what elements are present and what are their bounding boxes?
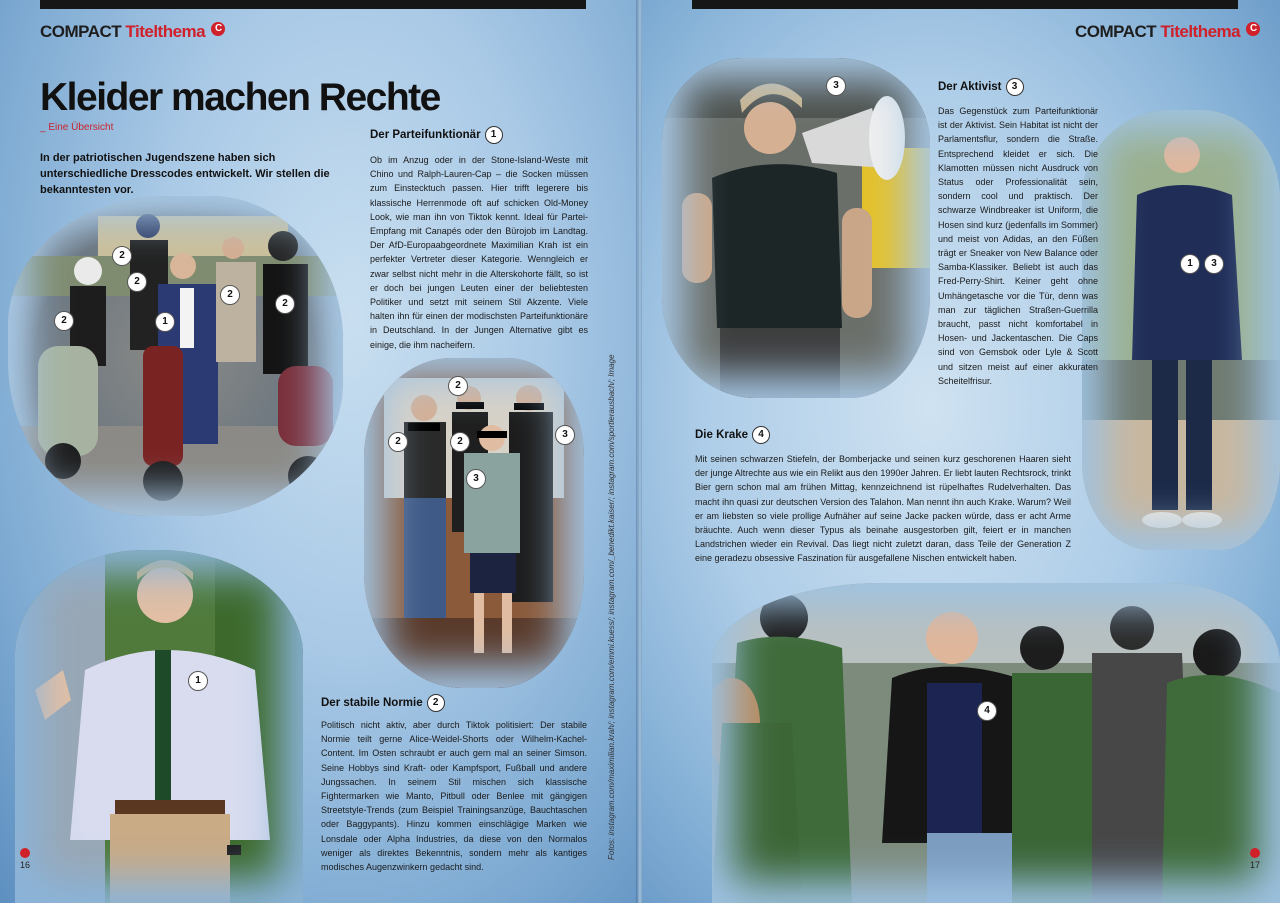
photo-man-pea-coat <box>1082 110 1280 550</box>
section-header <box>40 22 225 42</box>
section-number-badge: 1 <box>485 126 503 144</box>
compact-logo-icon <box>1250 848 1260 858</box>
section-text-aktivist: Das Gegenstück zum Parteifunktionär ist der Aktivist. Sein Habitat ist nicht der Parlamentsflur, sondern die Straße. Entsprechend kleidet er sich. Die Klamotten müssen nicht Ausdruck von Status oder Professionalität sein, sondern cool und praktisch. Der schwarze Windbreaker ist Uniform, die Hosen sind kurz (jedenfalls im Sommer) und meist von Adidas, an den Füßen trägt er Sneaker von New Balance oder Samba-Klassiker. Beliebt ist auch das Fred-Perry-Shirt. Keiner geht ohne Umhängetasche vor die Tür, denn was man zur täglichen Straßen-Guerrilla braucht, passt nicht komfortabel in Hosen- und Jackentaschen. Die Caps sind von Gemsbok oder Lyle & Scott und sitzen meist auf einer akkuraten Scheitelfrisur. <box>938 106 1098 386</box>
section-number-badge: 4 <box>752 426 770 444</box>
article-lead: In der patriotischen Jugendszene haben sich unterschiedliche Dresscodes entwickelt. Wir stellen die bekanntesten vor. <box>40 152 330 196</box>
section-header <box>1075 22 1260 42</box>
badge-3: 3 <box>555 425 575 445</box>
photo-group-indoors <box>364 358 584 688</box>
badge-3: 3 <box>466 469 486 489</box>
badge-2: 2 <box>112 246 132 266</box>
section-heading-stabiler-normie: Der stabile Normie 2 <box>321 694 445 712</box>
badge-1: 1 <box>1180 254 1200 274</box>
section-label: Titelthema <box>1160 22 1241 41</box>
photo-activist-megaphone <box>662 58 930 398</box>
compact-logo-icon: C <box>1246 22 1260 36</box>
section-number-badge: 3 <box>1006 78 1024 96</box>
badge-2: 2 <box>448 376 468 396</box>
badge-3: 3 <box>826 76 846 96</box>
brand-label: COMPACT <box>1075 22 1157 41</box>
page-number-right: 17 <box>1248 848 1262 870</box>
compact-logo-icon <box>20 848 30 858</box>
section-text-krake: Mit seinen schwarzen Stiefeln, der Bomberjacke und seinen kurz geschorenen Haaren sieht der junge Altrechte aus wie ein Relikt aus den 1990er Jahren. Er liebt lauten Rechtsrock, trinkt Bier gern schon mal am frühen Mittag, kennzeichnend ist rüpelhaftes Rudelverhalten. Das macht ihn quasi zur deutschen Version des Talahon. Man nennt ihn auch Krake. Warum? Weil er am liebsten so viele prollige Aufnäher auf seine Jacke packen würde, dass er acht Arme bräuchte. Auch wenn dieser Typus als beinahe ausgestorben gilt, feiert er in manchen Landstrichen wieder ein Revival. Das liegt nicht zuletzt daran, dass Teile der Generation Z eine geradezu obsessive Faszination für ausgefallene Nischen entwickelt haben. <box>695 454 1071 564</box>
page-number-left: 16 <box>18 848 32 870</box>
section-text-parteifunktionaer: Ob im Anzug oder in der Stone-Island-Weste mit Chino und Ralph-Lauren-Cap – die Socken müssen zum Einstecktuch passen. Hier trifft legerere bis klassische Herrenmode oft auf schicken Old-Money Look, wie man ihn von Tiktok kennt. Ideal für Partei-Empfang mit Canapés oder den Bürojob im Landtag. Der AfD-Europaabgeordnete Maximilian Krah ist ein perfekter Vertreter dieser Kategorie. Wenngleich er zwar selbst nicht mehr in die Alterskohorte fällt, so ist er doch bei jungen Leuten einer der beliebtesten Politiker und setzt mit seinem Stil Akzente. Viele halten ihn für einen der modischsten Parteifunktionäre in Deutschland. In der Jungen Alternative gibt es einige, die ihm nacheifern. <box>370 155 588 350</box>
badge-4: 4 <box>977 701 997 721</box>
article-kicker: _ Eine Übersicht <box>40 122 114 133</box>
badge-2: 2 <box>220 285 240 305</box>
section-heading-parteifunktionaer: Der Parteifunktionär 1 <box>370 126 503 144</box>
badge-2: 2 <box>388 432 408 452</box>
right-page <box>642 0 1280 903</box>
badge-3: 3 <box>1204 254 1224 274</box>
section-heading-krake: Die Krake 4 <box>695 426 770 444</box>
article-title: Kleider machen Rechte <box>40 76 440 119</box>
top-bar <box>40 0 586 9</box>
badge-1: 1 <box>155 312 175 332</box>
badge-2: 2 <box>450 432 470 452</box>
badge-2: 2 <box>54 311 74 331</box>
photo-young-man-tie <box>15 550 303 903</box>
photo-credit: Fotos: instagram.com/maximilian.krah/; instagram.com/emmi.kuess/; instagram.com/_benedikt.kaiser/; instagram.com/sportlerausbach/; Image <box>607 354 616 860</box>
photo-moped-group <box>8 196 343 516</box>
photo-skinhead-group <box>712 583 1280 903</box>
compact-logo-icon: C <box>211 22 225 36</box>
badge-2: 2 <box>127 272 147 292</box>
section-number-badge: 2 <box>427 694 445 712</box>
badge-2: 2 <box>275 294 295 314</box>
badge-1: 1 <box>188 671 208 691</box>
top-bar <box>692 0 1238 9</box>
left-page <box>0 0 638 903</box>
section-label: Titelthema <box>125 22 206 41</box>
brand-label: COMPACT <box>40 22 122 41</box>
section-text-stabiler-normie: Politisch nicht aktiv, aber durch Tiktok politisiert: Der stabile Normie teilt gerne Alice-Weidel-Shorts oder Wilhelm-Kachel-Content. Im Osten schraubt er auch gern mal an seiner Simson. Seine Hobbys sind Kraft- oder Kampfsport, Fußball und andere Jungssachen. In seinem Stil mischen sich klassische Fightermarken wie Manto, Pitbull oder Benlee mit gängigen Streetstyle-Trends (zum Beispiel Trainingsanzüge, Bauchtaschen oder Baggypants). Hinzu kommen einschlägige Marken wie Lonsdale oder Alpha Industries, da diese von den Normalos weniger als direktes Bekenntnis, sondern mehr als kantiges modisches Augenzwinkern gedacht sind. <box>321 720 587 873</box>
section-heading-aktivist: Der Aktivist 3 <box>938 78 1024 96</box>
